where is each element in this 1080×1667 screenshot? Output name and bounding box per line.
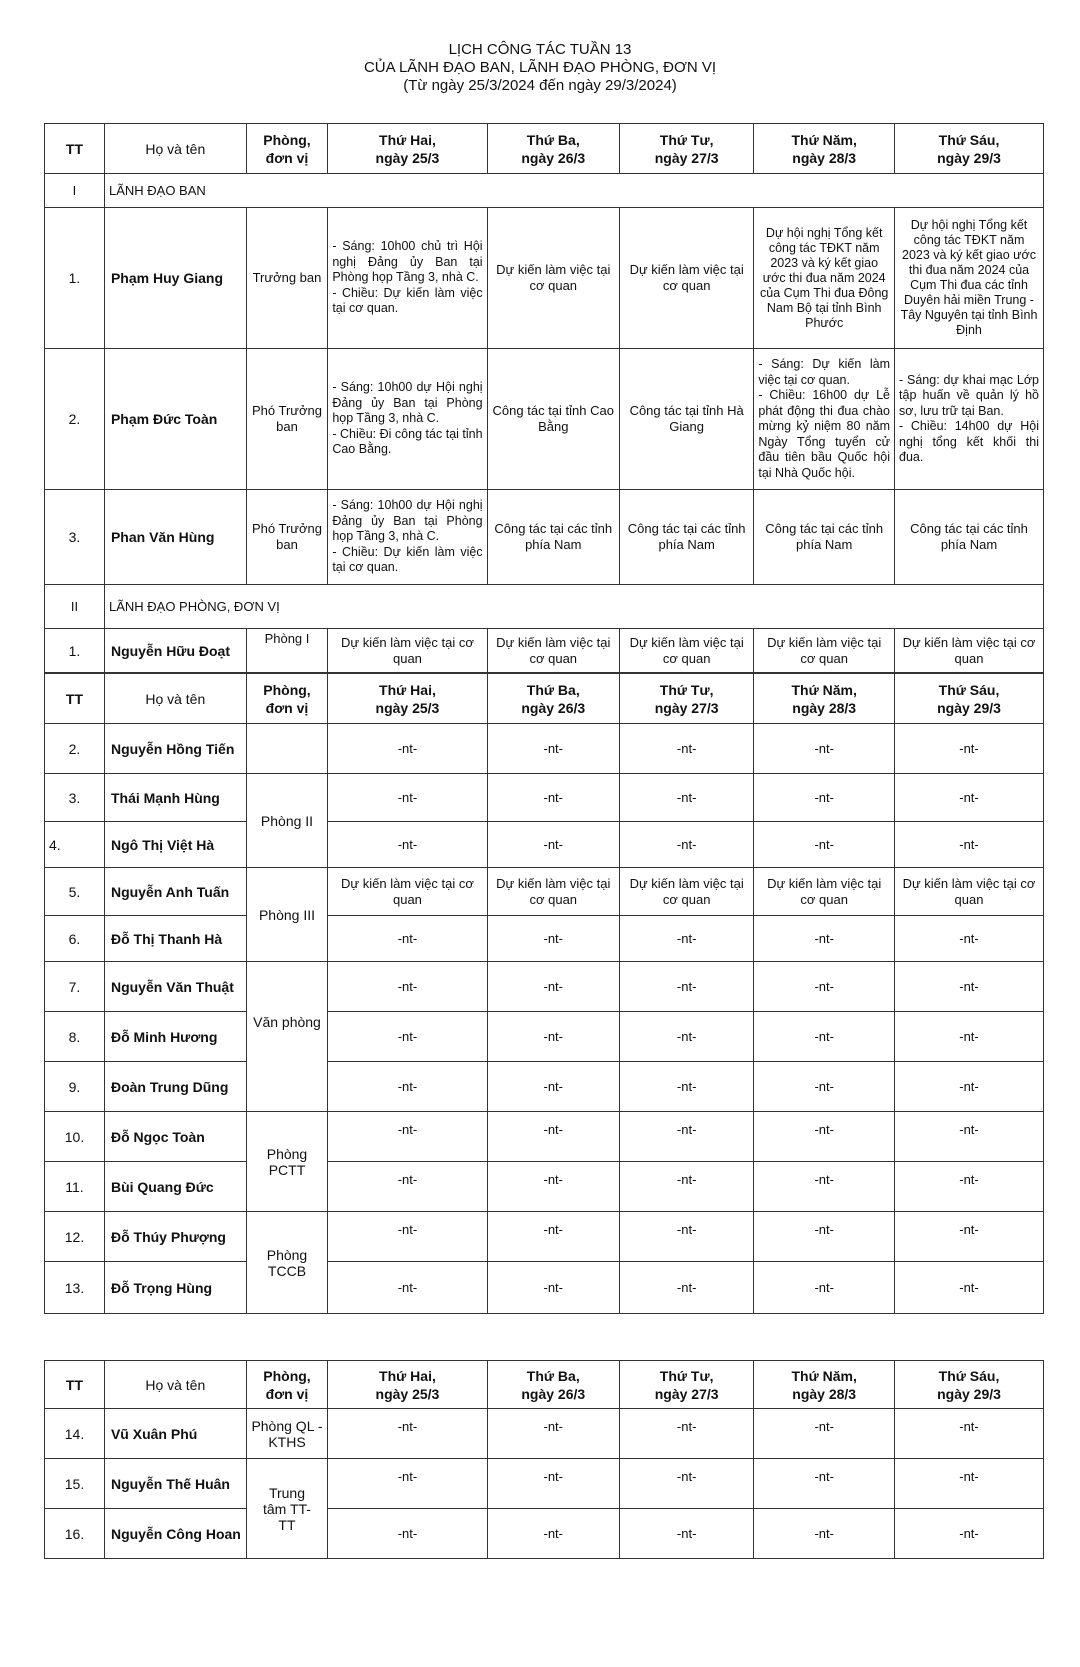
col-fri: Thứ Sáu, ngày 29/3 [895,674,1044,724]
col-wed: Thứ Tư, ngày 27/3 [619,124,753,174]
staff-row [45,822,1044,868]
tue-cell: -nt- [487,1162,619,1212]
person-name: Phan Văn Hùng [104,490,246,585]
thu-cell: Dự kiến làm việc tại cơ quan [754,868,895,916]
row-number: 8. [45,1012,105,1062]
mon-cell: -nt- [328,1162,487,1212]
col-name: Họ và tên [104,1361,246,1409]
wed-cell: -nt- [619,724,753,774]
fri-cell: -nt- [895,1212,1044,1262]
thu-cell: - Sáng: Dự kiến làm việc tại cơ quan. - Chiều: 16h00 dự Lễ phát động thi đua chào mừng kỷ niệm 80 năm Ngày Tổng tuyển cử đầu tiên bầu Quốc hội tại Nhà Quốc hội. [754,349,895,490]
mon-cell: -nt- [328,1509,487,1559]
col-tt: TT [45,1361,105,1409]
col-tue: Thứ Ba, ngày 26/3 [487,674,619,724]
fri-cell: -nt- [895,724,1044,774]
fri-cell: -nt- [895,774,1044,822]
row-number: 4. [45,822,105,868]
staff-row [45,962,1044,1012]
person-name: Nguyễn Công Hoan [104,1509,246,1559]
tue-cell: Công tác tại tỉnh Cao Bằng [487,349,619,490]
col-name: Họ và tên [104,124,246,174]
staff-row [45,868,1044,916]
col-fri: Thứ Sáu, ngày 29/3 [895,124,1044,174]
staff-row [45,1459,1044,1509]
unit-cell: Phòng I [246,629,328,673]
col-tt: TT [45,124,105,174]
tue-cell: -nt- [487,724,619,774]
person-name: Thái Mạnh Hùng [104,774,246,822]
col-fri: Thứ Sáu, ngày 29/3 [895,1361,1044,1409]
staff-row [45,629,1044,673]
col-unit: Phòng, đơn vị [246,124,328,174]
mon-cell: -nt- [328,1459,487,1509]
col-tue: Thứ Ba, ngày 26/3 [487,1361,619,1409]
row-number: 1. [45,208,105,349]
tue-cell: -nt- [487,1212,619,1262]
title-line-3: (Từ ngày 25/3/2024 đến ngày 29/3/2024) [403,77,677,94]
person-name: Phạm Đức Toàn [104,349,246,490]
mon-cell: -nt- [328,1112,487,1162]
col-unit: Phòng, đơn vị [246,1361,328,1409]
mon-cell: Dự kiến làm việc tại cơ quan [328,629,487,673]
row-number: 6. [45,916,105,962]
staff-row [45,1262,1044,1314]
thu-cell: -nt- [754,822,895,868]
mon-cell: -nt- [328,916,487,962]
fri-cell: - Sáng: dự khai mạc Lớp tập huấn về quản lý hồ sơ, lưu trữ tại Ban. - Chiều: 14h00 dự Hội nghị tổng kết khối thi đua. [895,349,1044,490]
unit-cell: Phó Trưởng ban [246,490,328,585]
thu-cell: Dự kiến làm việc tại cơ quan [754,629,895,673]
mon-cell: -nt- [328,1062,487,1112]
staff-row [45,1212,1044,1262]
wed-cell: -nt- [619,1112,753,1162]
wed-cell: -nt- [619,1409,753,1459]
thu-cell: -nt- [754,774,895,822]
fri-cell: Công tác tại các tỉnh phía Nam [895,490,1044,585]
fri-cell: -nt- [895,1459,1044,1509]
col-unit: Phòng, đơn vị [246,674,328,724]
schedule-table-2 [44,673,1044,1314]
thu-cell: -nt- [754,1409,895,1459]
wed-cell: Dự kiến làm việc tại cơ quan [619,208,753,349]
row-number: 1. [45,629,105,673]
wed-cell: -nt- [619,1212,753,1262]
wed-cell: -nt- [619,1509,753,1559]
wed-cell: -nt- [619,916,753,962]
tue-cell: -nt- [487,1262,619,1314]
col-mon: Thứ Hai, ngày 25/3 [328,674,487,724]
unit-cell: Phòng II [246,774,328,868]
section-number: I [45,174,105,208]
staff-row [45,1409,1044,1459]
person-name: Đỗ Thị Thanh Hà [104,916,246,962]
staff-row [45,1509,1044,1559]
row-number: 7. [45,962,105,1012]
tue-cell: -nt- [487,1112,619,1162]
person-name: Vũ Xuân Phú [104,1409,246,1459]
row-number: 10. [45,1112,105,1162]
tue-cell: -nt- [487,1012,619,1062]
wed-cell: Công tác tại các tỉnh phía Nam [619,490,753,585]
person-name: Nguyễn Hữu Đoạt [104,629,246,673]
fri-cell: -nt- [895,1162,1044,1212]
tue-cell: Công tác tại các tỉnh phía Nam [487,490,619,585]
row-number: 13. [45,1262,105,1314]
wed-cell: Dự kiến làm việc tại cơ quan [619,868,753,916]
col-thu: Thứ Năm, ngày 28/3 [754,124,895,174]
document-title [0,41,1080,95]
tue-cell: Dự kiến làm việc tại cơ quan [487,629,619,673]
fri-cell: -nt- [895,1062,1044,1112]
title-line-1: LỊCH CÔNG TÁC TUẦN 13 [448,41,632,58]
person-name: Đỗ Trọng Hùng [104,1262,246,1314]
header-row [45,124,1044,174]
tue-cell: -nt- [487,1409,619,1459]
fri-cell: -nt- [895,822,1044,868]
section-row-2 [45,585,1044,629]
unit-cell: Trung tâm TT-TT [246,1459,328,1559]
mon-cell: -nt- [328,962,487,1012]
unit-cell: Phòng TCCB [246,1212,328,1314]
section-row-1 [45,174,1044,208]
wed-cell: -nt- [619,1012,753,1062]
thu-cell: -nt- [754,724,895,774]
row-number: 15. [45,1459,105,1509]
wed-cell: -nt- [619,1459,753,1509]
row-number: 3. [45,490,105,585]
person-name: Nguyễn Thế Huân [104,1459,246,1509]
tue-cell: Dự kiến làm việc tại cơ quan [487,208,619,349]
staff-row [45,774,1044,822]
fri-cell: -nt- [895,1012,1044,1062]
row-number: 11. [45,1162,105,1212]
fri-cell: Dự kiến làm việc tại cơ quan [895,629,1044,673]
mon-cell: Dự kiến làm việc tại cơ quan [328,868,487,916]
person-name: Nguyễn Văn Thuật [104,962,246,1012]
person-name: Đỗ Minh Hương [104,1012,246,1062]
thu-cell: -nt- [754,1012,895,1062]
fri-cell: -nt- [895,962,1044,1012]
staff-row [45,916,1044,962]
staff-row [45,1112,1044,1162]
col-tue: Thứ Ba, ngày 26/3 [487,124,619,174]
row-number: 2. [45,349,105,490]
row-number: 5. [45,868,105,916]
staff-row [45,724,1044,774]
unit-cell: Văn phòng [246,962,328,1112]
mon-cell: -nt- [328,1409,487,1459]
thu-cell: -nt- [754,1262,895,1314]
tue-cell: -nt- [487,1062,619,1112]
thu-cell: -nt- [754,1459,895,1509]
tue-cell: -nt- [487,916,619,962]
section-title: LÃNH ĐẠO PHÒNG, ĐƠN VỊ [104,585,1043,629]
thu-cell: -nt- [754,916,895,962]
col-thu: Thứ Năm, ngày 28/3 [754,674,895,724]
mon-cell: -nt- [328,1212,487,1262]
row-number: 14. [45,1409,105,1459]
person-name: Bùi Quang Đức [104,1162,246,1212]
thu-cell: -nt- [754,1162,895,1212]
person-name: Phạm Huy Giang [104,208,246,349]
person-name: Nguyễn Hồng Tiến [104,724,246,774]
wed-cell: -nt- [619,822,753,868]
fri-cell: -nt- [895,1262,1044,1314]
wed-cell: -nt- [619,1062,753,1112]
wed-cell: Công tác tại tỉnh Hà Giang [619,349,753,490]
thu-cell: -nt- [754,1509,895,1559]
col-mon: Thứ Hai, ngày 25/3 [328,1361,487,1409]
thu-cell: Công tác tại các tỉnh phía Nam [754,490,895,585]
staff-row [45,1012,1044,1062]
row-number: 2. [45,724,105,774]
col-name: Họ và tên [104,674,246,724]
row-number: 12. [45,1212,105,1262]
thu-cell: -nt- [754,1212,895,1262]
fri-cell: Dự kiến làm việc tại cơ quan [895,868,1044,916]
unit-cell: Phó Trưởng ban [246,349,328,490]
fri-cell: -nt- [895,1509,1044,1559]
thu-cell: -nt- [754,1112,895,1162]
row-number: 16. [45,1509,105,1559]
leader-row [45,490,1044,585]
unit-cell [246,724,328,774]
person-name: Đỗ Ngọc Toàn [104,1112,246,1162]
mon-cell: - Sáng: 10h00 chủ trì Hội nghị Đảng ủy Ban tại Phòng họp Tầng 3, nhà C. - Chiều: Dự kiến làm việc tại cơ quan. [328,208,487,349]
tue-cell: -nt- [487,774,619,822]
unit-cell: Phòng QL -KTHS [246,1409,328,1459]
tue-cell: Dự kiến làm việc tại cơ quan [487,868,619,916]
person-name: Đoàn Trung Dũng [104,1062,246,1112]
mon-cell: -nt- [328,724,487,774]
staff-row [45,1062,1044,1112]
mon-cell: -nt- [328,774,487,822]
col-tt: TT [45,674,105,724]
leader-row [45,349,1044,490]
mon-cell: -nt- [328,1012,487,1062]
mon-cell: - Sáng: 10h00 dự Hội nghị Đảng ủy Ban tại Phòng họp Tầng 3, nhà C. - Chiều: Dự kiến làm việc tại cơ quan. [328,490,487,585]
schedule-table-1 [44,123,1044,673]
wed-cell: -nt- [619,962,753,1012]
wed-cell: Dự kiến làm việc tại cơ quan [619,629,753,673]
title-line-2: CỦA LÃNH ĐẠO BAN, LÃNH ĐẠO PHÒNG, ĐƠN VỊ [363,59,717,76]
section-number: II [45,585,105,629]
col-wed: Thứ Tư, ngày 27/3 [619,1361,753,1409]
fri-cell: -nt- [895,916,1044,962]
wed-cell: -nt- [619,1262,753,1314]
fri-cell: -nt- [895,1112,1044,1162]
tue-cell: -nt- [487,822,619,868]
fri-cell: -nt- [895,1409,1044,1459]
tue-cell: -nt- [487,1509,619,1559]
fri-cell: Dự hội nghị Tổng kết công tác TĐKT năm 2023 và ký kết giao ước thi đua năm 2024 của Cụm Thi đua các tỉnh Duyên hải miền Trung - Tây Nguyên tại tỉnh Bình Định [895,208,1044,349]
unit-cell: Phòng III [246,868,328,962]
wed-cell: -nt- [619,1162,753,1212]
header-row [45,1361,1044,1409]
col-thu: Thứ Năm, ngày 28/3 [754,1361,895,1409]
row-number: 3. [45,774,105,822]
unit-cell: Phòng PCTT [246,1112,328,1212]
schedule-table-3 [44,1360,1044,1559]
mon-cell: -nt- [328,1262,487,1314]
staff-row [45,1162,1044,1212]
mon-cell: -nt- [328,822,487,868]
person-name: Nguyễn Anh Tuấn [104,868,246,916]
header-row [45,674,1044,724]
tue-cell: -nt- [487,962,619,1012]
tue-cell: -nt- [487,1459,619,1509]
person-name: Đỗ Thúy Phượng [104,1212,246,1262]
thu-cell: Dự hội nghị Tổng kết công tác TĐKT năm 2023 và ký kết giao ước thi đua năm 2024 của Cụm Thi đua Đông Nam Bộ tại tỉnh Bình Phước [754,208,895,349]
section-title: LÃNH ĐẠO BAN [104,174,1043,208]
leader-row [45,208,1044,349]
unit-cell: Trưởng ban [246,208,328,349]
col-mon: Thứ Hai, ngày 25/3 [328,124,487,174]
row-number: 9. [45,1062,105,1112]
thu-cell: -nt- [754,962,895,1012]
wed-cell: -nt- [619,774,753,822]
thu-cell: -nt- [754,1062,895,1112]
col-wed: Thứ Tư, ngày 27/3 [619,674,753,724]
mon-cell: - Sáng: 10h00 dự Hội nghị Đảng ủy Ban tại Phòng họp Tầng 3, nhà C. - Chiều: Đi công tác tại tỉnh Cao Bằng. [328,349,487,490]
person-name: Ngô Thị Việt Hà [104,822,246,868]
